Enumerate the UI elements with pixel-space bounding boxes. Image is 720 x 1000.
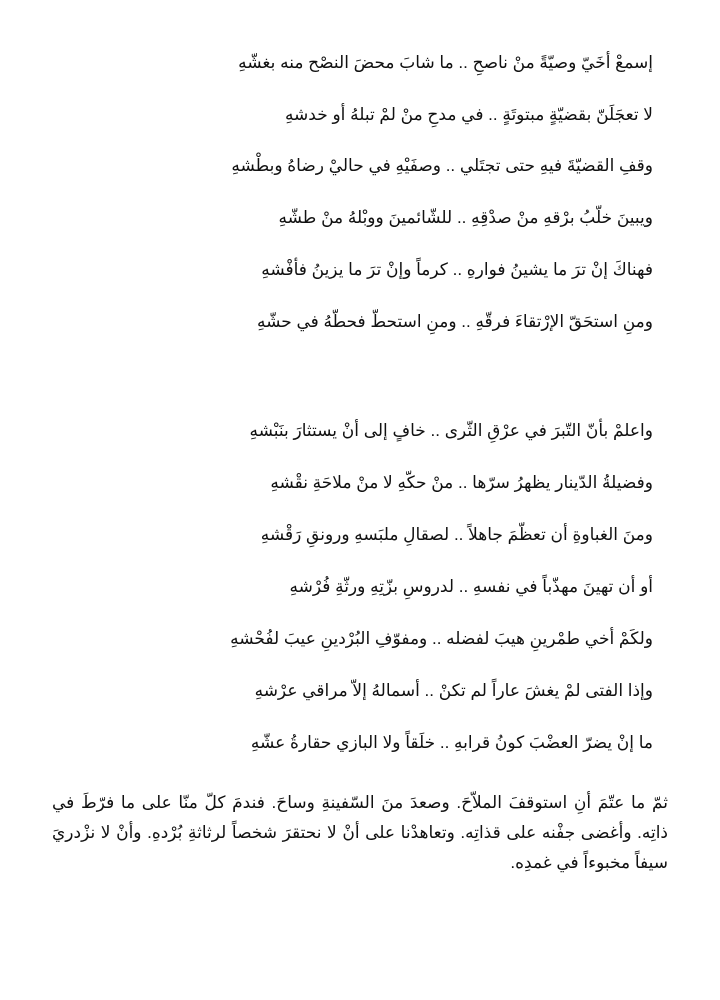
poem-line: وإذا الفتى لمْ يغشَ عاراً لم تكنْ .. أسمالهُ إلاّ مراقي عرْشهِ <box>254 681 653 700</box>
poem-line: وقفِ القضيّةَ فيهِ حتى تجتَلي .. وصفَيْهِ في حاليْ رضاهُ وبطْشهِ <box>231 156 653 175</box>
poem-line: ومنَ الغباوةِ أن تعظّمَ جاهلاً .. لصقالِ ملبَسهِ ورونقِ رَقْشهِ <box>260 525 653 544</box>
poem-line: لا تعجَلَنّ بقضيّةٍ مبتوتَةٍ .. في مدحِ منْ لمْ تبلهُ أو خدشهِ <box>284 105 653 124</box>
poem-line: فهناكَ إنْ ترَ ما يشينُ فوارهِ .. كرماً وإنْ ترَ ما يزينُ فأفْشهِ <box>261 260 653 279</box>
poem-line: ما إنْ يضرّ العضْبَ كونُ قرابهِ .. خلَقاً ولا البازي حقارةُ عشّهِ <box>250 733 653 752</box>
poem-line: ويبينَ خلّبُ برْقهِ منْ صدْقِهِ .. للشّائمينَ ووبْلهُ منْ طشّهِ <box>278 208 653 227</box>
poem-line: واعلمْ بأنّ التّبرَ في عرْقِ الثّرى .. خافٍ إلى أنْ يستثارَ بنَبْشهِ <box>249 421 653 440</box>
poem-line: أو أن تهينَ مهذّباً في نفسهِ .. لدروسِ بزّتِهِ ورثّةِ فُرْشهِ <box>289 577 653 596</box>
poem-line: إسمعْ أخَيّ وصيّةً منْ ناصحِ .. ما شابَ محضَ النصْح منه بغشّهِ <box>238 53 653 72</box>
closing-paragraph: ثمّ ما عتّمَ أنِ استوقفَ الملاّحَ. وصعدَ منَ السّفينةِ وساحَ. فندمَ كلّ منّا على ما فرّطَ في ذاتِه. وأغضى جفْنه على قذاتِه. وتعاهدْنا على أنْ لا نحتقرَ شخصاً لرثاثةِ بُرْدهِ. وأنْ لا نزْدريَ سيفاً مخبوءاً في غمدِه. <box>52 793 668 872</box>
poem-line: وفضيلةُ الدّينار يظهرُ سرّها .. منْ حكّهِ لا منْ ملاحَةِ نقْشهِ <box>270 473 653 492</box>
poem-line: ومنِ استحَقّ الإرْتقاءَ فرقّهِ .. ومنِ استحطّ فحطّهُ في حشّهِ <box>256 312 653 331</box>
poem-line: ولكَمْ أخي طمْرينِ هيبَ لفضله .. ومفوّفِ البُرْدينِ عيبَ لفُحْشهِ <box>230 629 653 648</box>
